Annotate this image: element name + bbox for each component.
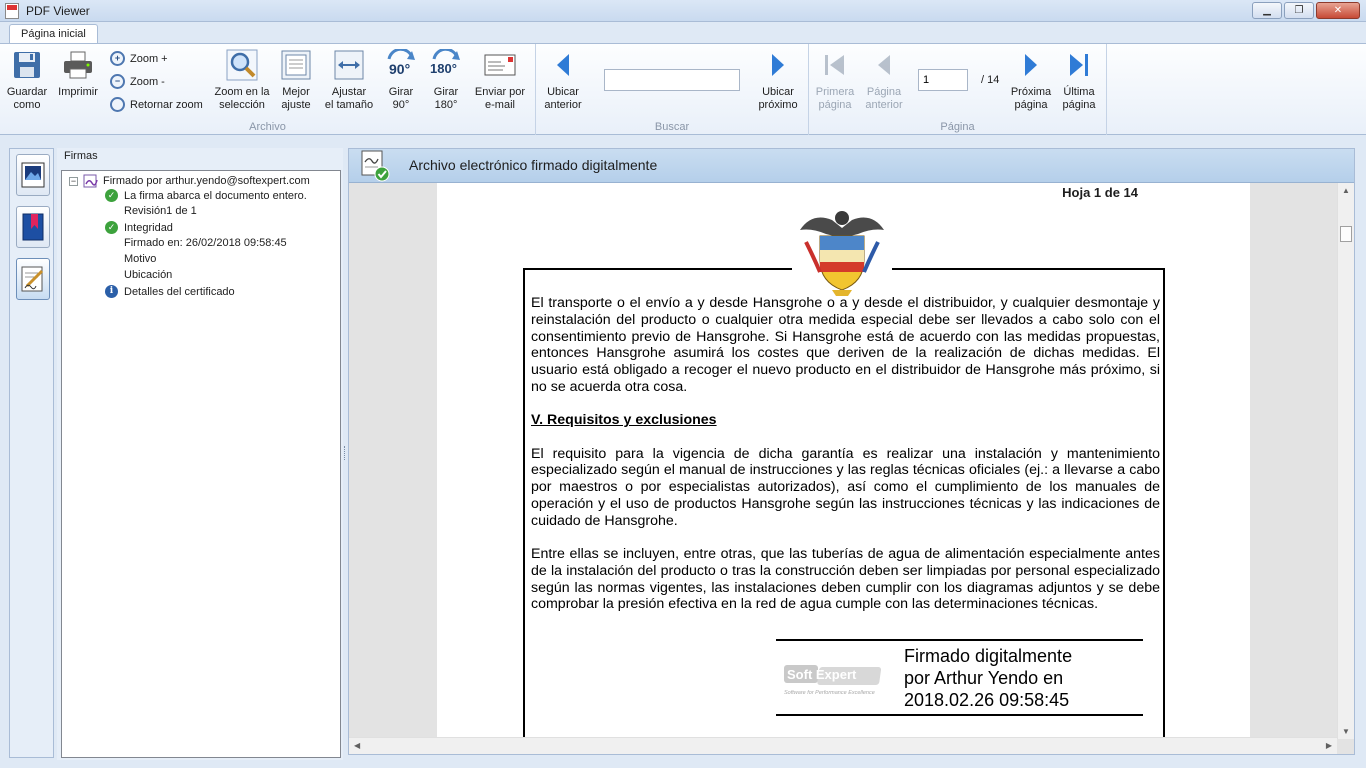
next-page-label-1: Próxima <box>1010 86 1052 98</box>
reason-label: Motivo <box>124 253 157 265</box>
previous-page-button[interactable] <box>864 48 904 112</box>
pdf-page <box>437 183 1250 739</box>
document-viewer <box>348 148 1355 755</box>
zoom-reset-icon <box>110 97 125 112</box>
page-number-input[interactable] <box>918 69 968 91</box>
zoom-out-label: Zoom - <box>130 75 165 88</box>
next-page-icon <box>1014 48 1048 82</box>
find-previous-button[interactable] <box>542 48 584 112</box>
arrow-right-icon <box>761 48 795 82</box>
stamp-text <box>904 645 1072 711</box>
signed-at-node <box>124 237 287 249</box>
save-as-button[interactable] <box>6 48 48 112</box>
rotate-90-label-1: Girar <box>388 86 414 98</box>
best-fit-label-1: Mejor <box>282 86 310 98</box>
vertical-scroll-thumb[interactable] <box>1340 226 1352 242</box>
signatures-button[interactable] <box>16 258 50 300</box>
rotate-180-label-2: 180° <box>434 99 458 111</box>
send-email-label-2: e-mail <box>485 99 515 111</box>
signature-scope-label: La firma abarca el documento entero. <box>124 189 307 202</box>
group-pagina-label: Página <box>940 121 975 133</box>
stamp-line-2: por Arthur Yendo en <box>904 668 1064 688</box>
page-total: / 14 <box>981 74 1000 86</box>
paragraph-2: El requisito para la vigencia de dicha garantía es realizar una instalación y mantenimiento especializado según el manual de instrucciones y las reglas técnicas oficiales (ej.: a llevarse a cabo por maestros o por especialistas autorizados), así como el cumplimiento de los manuales de operación y el uso de productos Hansgrohe según las instrucciones técnicas y las indicaciones de cuidado de Hansgrohe. <box>531 445 1160 529</box>
location-node <box>124 269 172 281</box>
first-page-button[interactable] <box>815 48 855 112</box>
zoom-selection-button[interactable] <box>212 48 272 112</box>
signed-by-label: Firmado por arthur.yendo@softexpert.com <box>103 175 310 187</box>
fit-width-icon <box>332 48 366 82</box>
send-email-button[interactable] <box>472 48 528 112</box>
next-page-button[interactable] <box>1009 48 1053 112</box>
group-archivo <box>0 44 536 135</box>
signed-document-icon <box>360 150 390 182</box>
rotate-90-label-2: 90° <box>392 99 410 111</box>
group-buscar-label: Buscar <box>654 121 690 133</box>
floppy-disk-icon <box>10 48 44 82</box>
stamp-line-3: 2018.02.26 09:58:45 <box>904 690 1070 710</box>
certificate-details-label: Detalles del certificado <box>124 285 235 298</box>
document-text <box>531 295 1160 630</box>
bookmark-icon <box>21 213 45 241</box>
logo-word-1: Soft Expert <box>787 667 857 682</box>
rotate-180-button[interactable] <box>428 48 464 112</box>
zoom-in-icon: + <box>110 51 125 66</box>
first-page-icon <box>818 48 852 82</box>
signature-icon <box>83 174 99 188</box>
horizontal-scrollbar[interactable] <box>349 737 1337 754</box>
last-page-button[interactable] <box>1059 48 1099 112</box>
revision-node <box>124 205 197 217</box>
arrow-left-icon <box>546 48 580 82</box>
title-bar <box>0 0 1366 22</box>
signatures-tree <box>61 170 341 758</box>
paragraph-1: El transporte o el envío a y desde Hansgrohe o a y desde el distribuidor, y cualquier desmontaje y reinstalación del producto o cualquier otra medida especial debe ser llevados a cabo solo con el consentimiento previo de Hansgrohe. Si Hansgrohe está de acuerdo con las medidas propuestas, entonces Hansgrohe asumirá los costes que deriven de la realización de dichas medidas. El usuario está obligado a recoger el nuevo producto en el distribuidor de Hansgrohe más próximo, si no se acuerda otra cosa. <box>531 295 1160 395</box>
signature-node[interactable] <box>69 174 310 188</box>
save-as-label-2: como <box>13 99 41 111</box>
zoom-reset-label: Retornar zoom <box>130 98 203 111</box>
integrity-node[interactable] <box>105 221 173 234</box>
scroll-left-icon[interactable]: ◀ <box>354 741 361 750</box>
check-icon: ✓ <box>105 221 118 234</box>
ribbon <box>0 43 1366 135</box>
find-next-button[interactable] <box>756 48 800 112</box>
best-fit-button[interactable] <box>276 48 316 112</box>
softexpert-logo <box>782 663 886 699</box>
find-next-label-1: Ubicar <box>762 86 794 98</box>
logo-tagline: Software for Performance Excellence <box>784 690 875 696</box>
group-archivo-label: Archivo <box>249 121 286 133</box>
previous-page-label-1: Página <box>866 86 902 98</box>
window-title: PDF Viewer <box>26 4 90 18</box>
thumbnails-button[interactable] <box>16 154 50 196</box>
zoom-selection-label-1: Zoom en la <box>214 86 270 98</box>
scroll-down-icon[interactable]: ▼ <box>1342 727 1350 736</box>
signatures-panel <box>57 148 343 760</box>
digital-signature-stamp <box>776 639 1143 716</box>
reason-node <box>124 253 156 265</box>
ribbon-tab-strip <box>0 22 1366 44</box>
find-previous-label-1: Ubicar <box>547 86 579 98</box>
coat-of-arms-image <box>792 198 892 298</box>
svg-text:90°: 90° <box>389 61 411 77</box>
info-icon: i <box>105 285 118 298</box>
left-panel-strip <box>9 148 54 758</box>
fit-size-label-1: Ajustar <box>331 86 367 98</box>
section-heading: V. Requisitos y exclusiones <box>531 412 717 429</box>
zoom-selection-label-2: selección <box>219 99 265 111</box>
minimize-icon: ▁ <box>1263 5 1271 16</box>
integrity-label: Integridad <box>124 221 173 234</box>
splitter-grip[interactable] <box>344 446 346 460</box>
fit-size-button[interactable] <box>322 48 376 112</box>
minimize-button[interactable] <box>1252 2 1282 19</box>
rotate-90-icon <box>384 48 418 82</box>
zoom-out-button[interactable] <box>110 74 165 89</box>
revision-label: Revisión1 de 1 <box>124 205 197 217</box>
stamp-line-1: Firmado digitalmente <box>904 646 1073 666</box>
printer-icon <box>61 48 95 82</box>
send-email-label-1: Enviar por <box>474 86 526 98</box>
fit-size-label-2: el tamaño <box>324 99 374 111</box>
signature-scope-node[interactable] <box>105 189 307 202</box>
previous-page-label-2: anterior <box>865 99 903 111</box>
viewer-header <box>349 149 1354 183</box>
zoom-in-button[interactable] <box>110 51 168 66</box>
restore-icon: ❐ <box>1294 5 1304 16</box>
scroll-right-icon[interactable]: ▶ <box>1325 741 1332 750</box>
print-label: Imprimir <box>58 86 98 98</box>
zoom-out-icon: − <box>110 74 125 89</box>
print-button[interactable] <box>56 48 100 99</box>
rotate-90-button[interactable] <box>383 48 419 112</box>
vertical-scrollbar[interactable] <box>1337 183 1354 739</box>
last-page-label-1: Última <box>1063 86 1095 98</box>
check-icon: ✓ <box>105 189 118 202</box>
last-page-label-2: página <box>1062 99 1096 111</box>
first-page-label-2: página <box>818 99 852 111</box>
next-page-label-2: página <box>1014 99 1048 111</box>
page-indicator: Hoja 1 de 14 <box>1062 185 1138 200</box>
search-input[interactable] <box>604 69 740 91</box>
signature-pen-icon <box>20 265 46 293</box>
rotate-180-icon <box>429 48 463 82</box>
svg-text:180°: 180° <box>430 61 457 76</box>
thumbnails-icon <box>21 162 45 188</box>
restore-button[interactable] <box>1284 2 1314 19</box>
collapse-icon[interactable]: − <box>70 175 77 186</box>
last-page-icon <box>1062 48 1096 82</box>
tab-pagina-inicial[interactable]: Página inicial <box>9 24 98 45</box>
close-icon: ✕ <box>1333 5 1343 16</box>
certificate-details-node[interactable] <box>105 285 235 298</box>
viewer-title: Archivo electrónico firmado digitalmente <box>409 157 658 173</box>
magnifier-selection-icon <box>225 48 259 82</box>
location-label: Ubicación <box>124 269 173 281</box>
find-previous-label-2: anterior <box>544 99 582 111</box>
zoom-in-label: Zoom + <box>130 52 168 65</box>
paragraph-3: Entre ellas se incluyen, entre otras, que las tuberías de agua de alimentación especialmente antes de la instalación del producto o tras la construcción deben ser limpiadas por personal especializado según las normas vigentes, las instalaciones deben cumplir con los diagramas adjuntos y se debe comprobar la presión efectiva en la red de agua cumple con las determinaciones técnicas. <box>531 546 1160 613</box>
pdf-app-icon <box>5 3 19 19</box>
best-fit-label-2: ajuste <box>281 99 311 111</box>
find-next-label-2: próximo <box>758 99 798 111</box>
page-fit-icon <box>279 48 313 82</box>
scroll-up-icon[interactable]: ▲ <box>1342 186 1350 195</box>
bookmarks-button[interactable] <box>16 206 50 248</box>
previous-page-icon <box>867 48 901 82</box>
close-button[interactable] <box>1316 2 1360 19</box>
zoom-reset-button[interactable] <box>110 97 203 112</box>
signatures-header: Firmas <box>64 150 98 162</box>
first-page-label-1: Primera <box>815 86 855 98</box>
save-as-label-1: Guardar <box>6 86 48 98</box>
email-icon <box>483 48 517 82</box>
rotate-180-label-1: Girar <box>433 86 459 98</box>
signed-at-label: Firmado en: 26/02/2018 09:58:45 <box>124 237 287 249</box>
